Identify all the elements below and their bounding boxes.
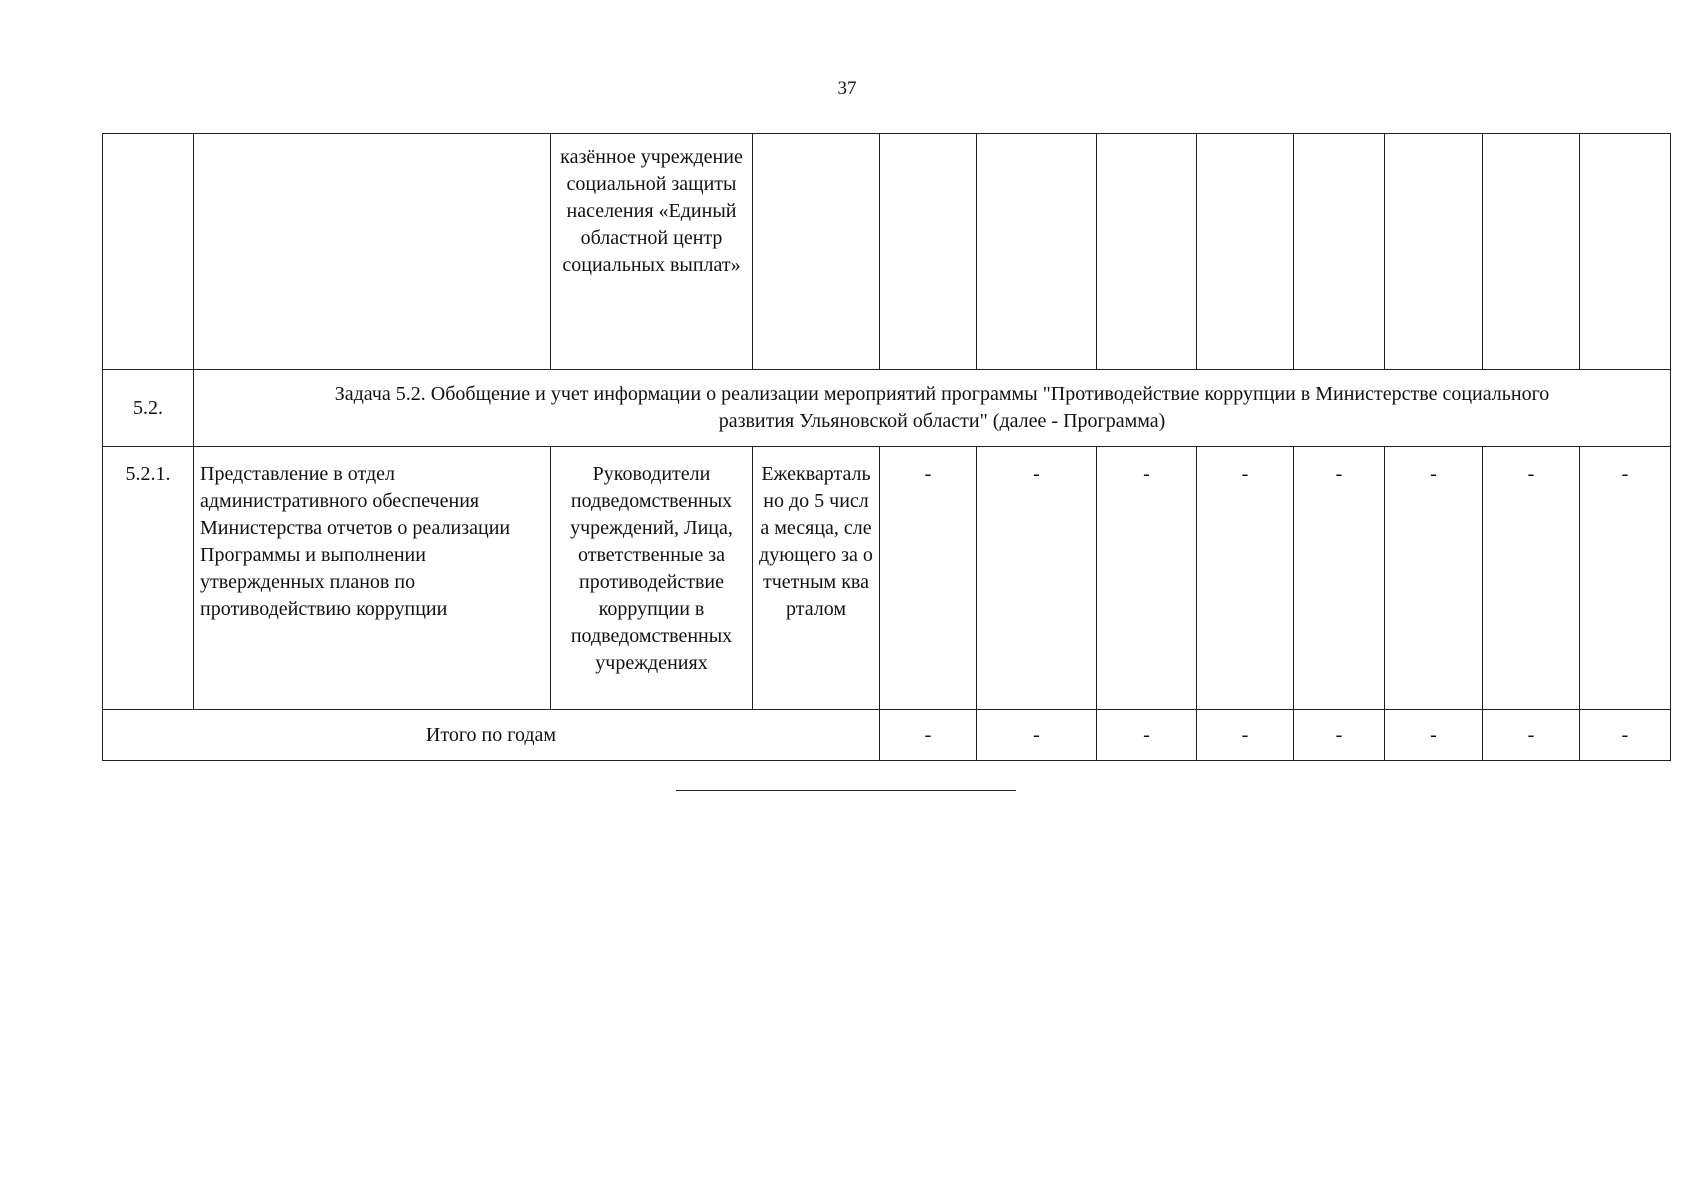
measure-number: 5.2.1. xyxy=(103,447,194,710)
value-cell xyxy=(1385,134,1483,370)
table-row xyxy=(103,370,1671,447)
total-value-cell: - xyxy=(1483,710,1580,761)
table-row xyxy=(103,710,1671,761)
value-cell xyxy=(880,134,977,370)
value-cell: - xyxy=(1385,447,1483,710)
value-cell xyxy=(1097,134,1197,370)
value-cell: - xyxy=(1097,447,1197,710)
task-title: Задача 5.2. Обобщение и учет информации о реализации мероприятий программы "Противодействие коррупции в Министерстве социального развития Ульяновской области" (далее - Программа) xyxy=(194,370,1671,447)
task-number: 5.2. xyxy=(103,370,194,447)
value-cell xyxy=(1580,134,1671,370)
value-cell: - xyxy=(1580,447,1671,710)
total-value-cell: - xyxy=(1385,710,1483,761)
measure-executor: Руководители подведомственных учреждений, Лица, ответственные за противодействие коррупции в подведомственных учреждениях xyxy=(551,447,753,710)
page-number: 37 xyxy=(837,78,857,99)
value-cell: - xyxy=(977,447,1097,710)
value-cell: - xyxy=(1294,447,1385,710)
measure-deadline: Ежеквартально до 5 числа месяца, следующего за отчетным кварталом xyxy=(753,447,880,710)
executor-cell: казённое учреждение социальной защиты населения «Единый областной центр социальных выплат» xyxy=(551,134,753,370)
value-cell xyxy=(977,134,1097,370)
value-cell: - xyxy=(880,447,977,710)
value-cell xyxy=(1197,134,1294,370)
value-cell xyxy=(1483,134,1580,370)
end-of-document-rule xyxy=(676,790,1016,791)
value-cell: - xyxy=(1483,447,1580,710)
deadline-cell xyxy=(753,134,880,370)
value-cell xyxy=(1294,134,1385,370)
measure-cell xyxy=(194,134,551,370)
program-table xyxy=(102,133,1671,761)
total-value-cell: - xyxy=(977,710,1097,761)
total-label: Итого по годам xyxy=(103,710,880,761)
total-value-cell: - xyxy=(1580,710,1671,761)
table-row xyxy=(103,134,1671,370)
num-cell xyxy=(103,134,194,370)
measure-title: Представление в отдел административного обеспечения Министерства отчетов о реализации Программы и выполнении утвержденных планов по противодействию коррупции xyxy=(194,447,551,710)
total-value-cell: - xyxy=(880,710,977,761)
total-value-cell: - xyxy=(1294,710,1385,761)
table-row xyxy=(103,447,1671,710)
value-cell: - xyxy=(1197,447,1294,710)
total-value-cell: - xyxy=(1197,710,1294,761)
total-value-cell: - xyxy=(1097,710,1197,761)
